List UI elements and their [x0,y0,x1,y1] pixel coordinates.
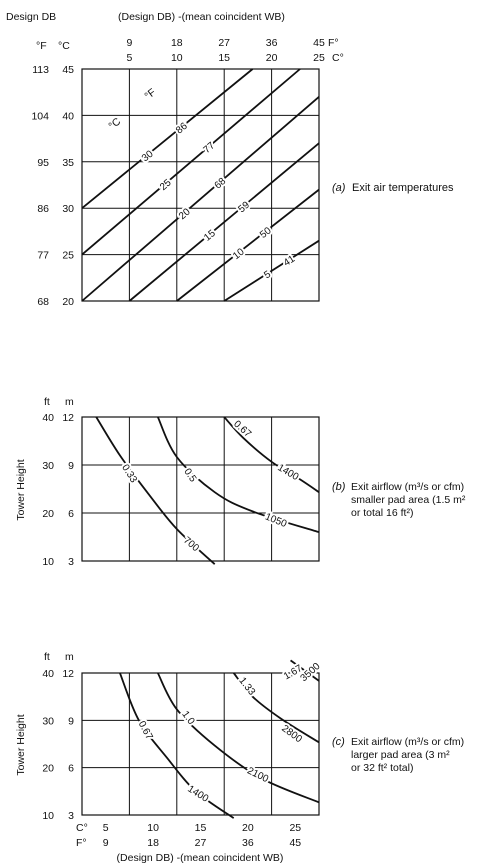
chart-b-caption-line-1: Exit airflow (m³/s or cfm) [351,481,465,493]
series-label-si: 1.0 [179,709,197,727]
x-tick-label-c: 15 [194,822,207,834]
chart-c-y-unit-m: m [65,651,74,663]
chart-c-caption-line-2: larger pad area (3 m² [351,749,450,761]
chart-a-y-unit-f: °F [36,40,47,52]
x-tick-label-f: 45 [289,837,302,849]
series-label-ip: 700 [181,534,201,555]
chart-c-ylabel: Tower Height [15,714,27,776]
chart-b-y-unit-ft: ft [44,396,50,408]
chart-b-plot [42,412,319,568]
y-tick-label-ft: 30 [42,715,54,728]
y-tick-label-c: 35 [62,156,74,169]
chart-a-x-unit-c: C° [332,52,344,64]
y-tick-label-f: 113 [32,64,49,76]
x-tick-label-c: 20 [242,822,254,834]
x-tick-label-c: 5 [102,822,109,834]
y-tick-label-m: 6 [68,508,74,520]
x-tick-label-f: 36 [265,37,278,49]
y-tick-label-m: 3 [68,556,74,568]
x-tick-label-c: 25 [313,52,325,64]
chart-a-y-unit-c: °C [58,40,70,52]
x-tick-label-f: 36 [242,837,254,849]
series-label-si: 0.67 [135,719,155,742]
plot-frame [82,417,319,561]
y-tick-label-f: 95 [37,156,49,169]
y-tick-label-c: 25 [62,249,74,262]
chart-c-x-unit-c: C° [76,822,88,834]
series-label-f: 41 [281,253,298,269]
chart-a-top-title: (Design DB) -(mean coincident WB) [118,11,285,23]
series-label-ip: 1050 [263,511,289,531]
series-label-c: 30 [140,148,156,165]
series-label-f: 86 [174,120,190,137]
x-tick-label-f: 9 [126,37,133,49]
x-tick-label-f: 18 [170,37,183,49]
chart-c [15,651,464,864]
series-label-si: 1.67 [282,663,305,683]
series-label-f: 50 [258,225,274,241]
y-tick-label-c: 45 [62,64,74,76]
chart-a-inner-unit-c: °C [106,115,124,133]
series-label-ip: 1400 [275,462,301,484]
chart-c-xlabel: (Design DB) -(mean coincident WB) [116,852,284,864]
y-tick-label-m: 12 [62,412,74,424]
chart-b-ylabel: Tower Height [15,459,27,521]
y-tick-label-f: 68 [37,296,49,308]
series-label-si: 1.33 [236,675,258,698]
x-tick-label-c: 20 [265,52,278,64]
series-label-ip: 2800 [279,723,304,746]
x-tick-label-c: 25 [289,822,302,834]
series-label-si: 0.67 [231,418,254,440]
chart-a-plot [31,37,325,308]
chart-a [6,11,454,308]
y-tick-label-c: 30 [62,203,74,216]
chart-c-caption-letter: (c) [332,736,345,748]
chart-b [15,396,466,568]
chart-c-caption-line-3: or 32 ft² total) [351,762,414,774]
series-label-ip: 3500 [298,661,323,685]
y-tick-label-m: 6 [68,762,74,775]
y-tick-label-f: 104 [31,110,49,123]
y-tick-label-ft: 40 [42,668,54,680]
x-tick-label-c: 5 [126,52,133,64]
x-tick-label-c: 10 [170,52,183,64]
series-label-ip: 1400 [185,783,211,805]
chart-b-caption-line-3: or total 16 ft²) [351,507,414,519]
series-label-c: 20 [177,206,193,223]
x-tick-label-f: 27 [194,837,207,849]
x-tick-label-f: 45 [313,37,325,49]
y-tick-label-m: 12 [62,668,74,680]
y-tick-label-ft: 30 [42,460,54,472]
y-tick-label-m: 9 [68,715,74,728]
y-tick-label-ft: 20 [42,762,54,775]
x-tick-label-c: 10 [147,822,159,834]
y-tick-label-ft: 10 [42,556,54,568]
series-label-f: 59 [236,199,252,216]
chart-c-caption-line-1: Exit airflow (m³/s or cfm) [351,736,465,748]
series-label-f: 68 [212,175,229,192]
series-label-f: 77 [201,140,218,156]
series-label-si: 0.33 [119,462,139,485]
chart-b-caption-line-2: smaller pad area (1.5 m² [351,494,466,506]
chart-a-x-unit-f: F° [328,37,339,49]
y-tick-label-c: 20 [62,296,74,308]
chart-a-inner-unit-f: °F [142,86,159,103]
y-tick-label-f: 77 [37,249,49,262]
x-tick-label-f: 27 [218,37,231,49]
series-label-c: 5 [262,268,273,282]
x-tick-label-f: 18 [147,837,159,849]
y-tick-label-ft: 20 [42,508,54,520]
y-tick-label-ft: 10 [42,810,54,822]
y-tick-label-m: 3 [68,810,74,822]
y-tick-label-c: 40 [62,110,74,123]
chart-c-y-unit-ft: ft [44,651,50,663]
chart-a-caption: Exit air temperatures [352,182,454,194]
chart-b-caption-letter: (b) [332,481,346,493]
series-label-si: 0.5 [181,466,199,485]
chart-c-x-unit-f: F° [76,837,87,849]
design-db-label: Design DB [6,11,57,23]
y-tick-label-f: 86 [37,203,49,216]
chart-a-caption-letter: (a) [332,182,346,194]
series-label-c: 15 [202,228,218,244]
chart-c-plot [42,660,322,849]
series-label-c: 25 [158,177,174,194]
y-tick-label-m: 9 [68,460,74,472]
x-tick-label-c: 15 [218,52,231,64]
plot-frame [82,69,319,301]
y-tick-label-ft: 40 [42,412,54,424]
chart-b-y-unit-m: m [65,396,74,408]
series-label-ip: 2100 [245,765,271,786]
x-tick-label-f: 9 [102,837,109,849]
series-label-c: 10 [231,246,247,263]
